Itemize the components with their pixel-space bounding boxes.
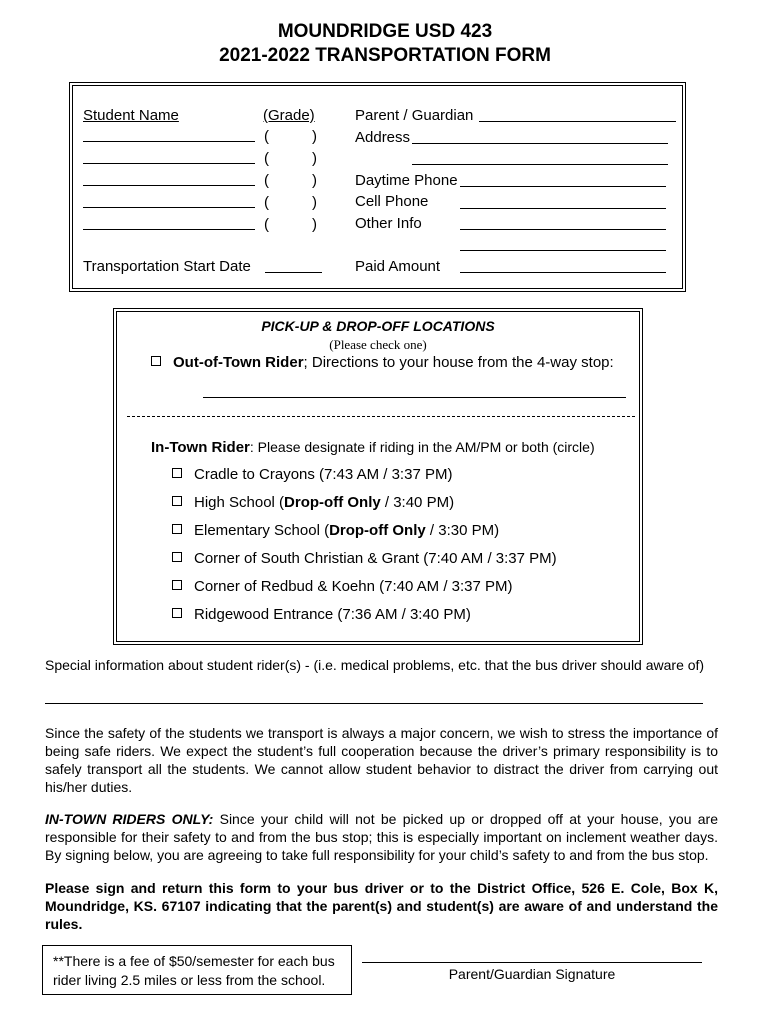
student-name-field[interactable]: [83, 229, 255, 230]
safety-paragraph: Since the safety of the students we transport is always a major concern, we wish to stress the importance of being safe riders. We expect the student’s full cooperation because the driver’s primary responsibility is to safely transport all the students. We cannot allow student behavior to distract the driver from carrying out his/her duties.: [45, 725, 718, 795]
student-name-field[interactable]: [83, 141, 255, 142]
out-of-town-checkbox[interactable]: [151, 356, 161, 366]
location-checkbox[interactable]: [172, 580, 182, 590]
special-info-field[interactable]: [45, 703, 703, 704]
grade-paren-open: (: [264, 172, 269, 189]
grade-paren-close: ): [312, 216, 317, 233]
pickup-heading: PICK-UP & DROP-OFF LOCATIONS: [261, 318, 495, 334]
in-town-label: In-Town Rider: [151, 439, 250, 456]
fee-note-box: [42, 945, 352, 995]
student-name-field[interactable]: [83, 185, 255, 186]
location-checkbox[interactable]: [172, 468, 182, 478]
location-option[interactable]: [172, 606, 471, 624]
special-info-label: Special information about student rider(s) - (i.e. medical problems, etc. that the bus driver should aware of): [45, 657, 705, 673]
in-town-rider-line: [151, 438, 595, 457]
other-info-field-line-2[interactable]: [460, 250, 666, 251]
parent-guardian-field[interactable]: [479, 121, 676, 122]
grade-label: (Grade): [263, 107, 315, 124]
other-info-field[interactable]: [460, 229, 666, 230]
location-checkbox[interactable]: [172, 608, 182, 618]
grade-paren-close: ): [312, 150, 317, 167]
signature-line[interactable]: [362, 962, 702, 963]
location-label: High School (: [194, 494, 285, 511]
in-town-text: : Please designate if riding in the AM/PM or both (circle): [249, 439, 595, 455]
address-field-line-2[interactable]: [412, 164, 668, 165]
location-label: Cradle to Crayons (7:43 AM / 3:37 PM): [194, 466, 453, 483]
start-date-field[interactable]: [265, 272, 322, 273]
start-date-label: Transportation Start Date: [83, 258, 251, 275]
location-option[interactable]: [172, 550, 557, 568]
parent-guardian-label: Parent / Guardian: [355, 107, 474, 124]
out-of-town-option[interactable]: [151, 354, 614, 372]
student-name-label: Student Name: [83, 107, 179, 124]
form-title: 2021-2022 TRANSPORTATION FORM: [219, 45, 551, 66]
location-option[interactable]: [172, 466, 452, 484]
address-label: Address: [355, 129, 411, 146]
cell-phone-field[interactable]: [460, 208, 666, 209]
section-divider: [127, 416, 635, 417]
grade-paren-open: (: [264, 150, 269, 167]
district-title: MOUNDRIDGE USD 423: [277, 21, 493, 42]
other-info-label: Other Info: [355, 215, 422, 232]
grade-paren-close: ): [312, 172, 317, 189]
location-label: Ridgewood Entrance (7:36 AM / 3:40 PM): [194, 606, 471, 623]
paid-amount-label: Paid Amount: [355, 258, 441, 275]
grade-paren-close: ): [312, 194, 317, 211]
in-town-note-label: IN-TOWN RIDERS ONLY:: [45, 811, 214, 827]
location-label: Elementary School (: [194, 522, 330, 539]
pickup-subheading: (Please check one): [329, 337, 427, 352]
location-label-end: / 3:30 PM): [425, 522, 500, 539]
location-label-bold: Drop-off Only: [284, 494, 381, 511]
location-checkbox[interactable]: [172, 552, 182, 562]
in-town-note: [45, 810, 718, 864]
daytime-phone-label: Daytime Phone: [355, 172, 458, 189]
location-label: Corner of Redbud & Koehn (7:40 AM / 3:37 PM): [194, 578, 513, 595]
location-option[interactable]: [172, 578, 513, 596]
fee-note-text: **There is a fee of $50/semester for each bus rider living 2.5 miles or less from the school.: [53, 953, 335, 988]
location-label: Corner of South Christian & Grant (7:40 AM / 3:37 PM): [194, 550, 557, 567]
paid-amount-field[interactable]: [460, 272, 666, 273]
location-option[interactable]: [172, 494, 454, 512]
out-of-town-text: ; Directions to your house from the 4-way stop:: [303, 354, 614, 371]
student-name-field[interactable]: [83, 207, 255, 208]
in-town-note-text: Since your child will not be picked up or dropped off at your house, you are responsible for their safety to and from the bus stop; this is especially important on inclement weather days. By signing below, you are agreeing to take full responsibility for your child’s safety to and from the bus stop.: [45, 811, 718, 863]
address-field[interactable]: [412, 143, 668, 144]
location-checkbox[interactable]: [172, 524, 182, 534]
location-label-bold: Drop-off Only: [329, 522, 426, 539]
out-of-town-label: Out-of-Town Rider: [173, 354, 304, 371]
cell-phone-label: Cell Phone: [355, 193, 429, 210]
location-label-end: / 3:40 PM): [380, 494, 455, 511]
return-instructions: Please sign and return this form to your bus driver or to the District Office, 526 E. Cole, Box K, Moundridge, KS. 67107 indicating that the parent(s) and student(s) are aware of and understand the rules.: [45, 880, 718, 932]
grade-paren-open: (: [264, 194, 269, 211]
grade-paren-close: ): [312, 128, 317, 145]
signature-label: Parent/Guardian Signature: [448, 966, 616, 982]
location-checkbox[interactable]: [172, 496, 182, 506]
location-option[interactable]: [172, 522, 499, 540]
directions-field[interactable]: [203, 397, 626, 398]
daytime-phone-field[interactable]: [460, 186, 666, 187]
grade-paren-open: (: [264, 216, 269, 233]
grade-paren-open: (: [264, 128, 269, 145]
student-name-field[interactable]: [83, 163, 255, 164]
